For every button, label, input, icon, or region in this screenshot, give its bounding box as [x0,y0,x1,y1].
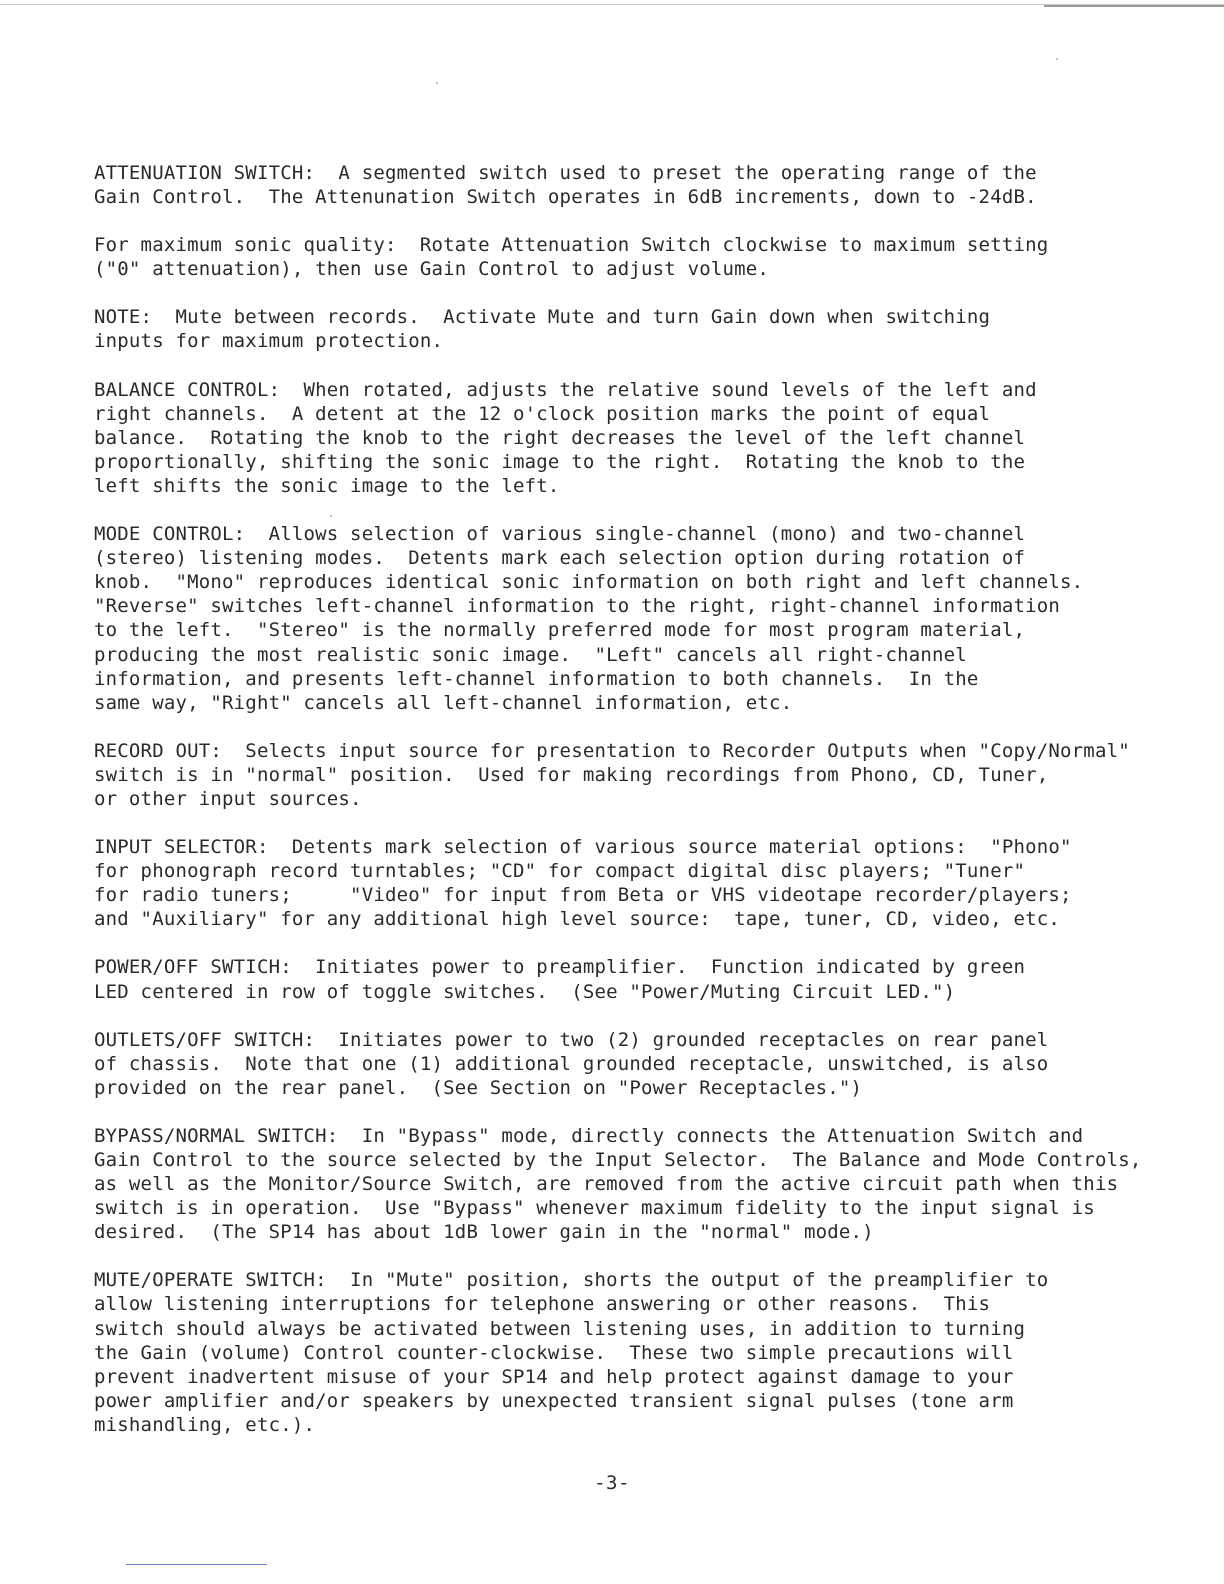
paragraph-outlets-off-switch: OUTLETS/OFF SWITCH: Initiates power to two (2) grounded receptacles on rear panel of chassis. Note that one (1) additional grounded receptacle, unswitched, is also provided on the rear panel. (See Section on "Power Receptacles.") [94,1028,1049,1099]
paragraph-record-out: RECORD OUT: Selects input source for presentation to Recorder Outputs when "Copy/Normal" switch is in "normal" position. Used for making recordings from Phono, CD, Tuner, or other input sources. [94,739,1130,810]
bottom-scan-mark [126,1564,267,1565]
scan-speck [1056,58,1058,60]
paragraph-mode-control: MODE CONTROL: Allows selection of various single-channel (mono) and two-channel (stereo) listening modes. Detents mark each selection option during rotation of knob. "Mono" reproduces identical sonic information on both right and left channels. "Reverse" switches left-channel information to the right, right-channel information to the left. "Stereo" is the normally preferred mode for most program material, producing the most realistic sonic image. "Left" cancels all right-channel information, and presents left-channel information to both channels. In the same way, "Right" cancels all left-channel information, etc. [94,523,1084,714]
paragraph-bypass-normal-switch: BYPASS/NORMAL SWITCH: In "Bypass" mode, directly connects the Attenuation Switch and Gain Control to the source selected by the Input Selector. The Balance and Mode Controls, as well as the Monitor/Source Switch, are removed from the active circuit path when this switch is in operation. Use "Bypass" whenever maximum fidelity to the input signal is desired. (The SP14 has about 1dB lower gain in the "normal" mode.) [94,1124,1142,1244]
top-scan-rule-dark [1044,5,1224,7]
page-number: -3- [594,1472,630,1494]
paragraph-note: NOTE: Mute between records. Activate Mute and turn Gain down when switching inputs for maximum protection. [94,306,991,353]
scan-speck [436,82,438,84]
paragraph-sonic-quality: For maximum sonic quality: Rotate Attenuation Switch clockwise to maximum setting ("0" attenuation), then use Gain Control to adjust volume. [94,234,1049,281]
paragraph-attenuation-switch: ATTENUATION SWITCH: A segmented switch used to preset the operating range of the Gain Control. The Attenunation Switch operates in 6dB increments, down to -24dB. [94,162,1037,209]
paragraph-mute-operate-switch: MUTE/OPERATE SWITCH: In "Mute" position, shorts the output of the preamplifier to allow listening interruptions for telephone answering or other reasons. This switch should always be activated between listening uses, in addition to turning the Gain (volume) Control counter-clockwise. These two simple precautions will prevent inadvertent misuse of your SP14 and help protect against damage to your power amplifier and/or speakers by unexpected transient signal pulses (tone arm mishandling, etc.). [94,1269,1049,1436]
document-body [94,161,1204,1461]
top-scan-rule [0,4,1224,5]
paragraph-power-off-switch: POWER/OFF SWTICH: Initiates power to preamplifier. Function indicated by green LED centered in row of toggle switches. (See "Power/Muting Circuit LED.") [94,956,1026,1003]
paragraph-balance-control: BALANCE CONTROL: When rotated, adjusts the relative sound levels of the left and right channels. A detent at the 12 o'clock position marks the point of equal balance. Rotating the knob to the right decreases the level of the left channel proportionally, shifting the sonic image to the right. Rotating the knob to the left shifts the sonic image to the left. [94,378,1037,497]
paragraph-input-selector: INPUT SELECTOR: Detents mark selection of various source material options: "Phono" for phonograph record turntables; "CD" for compact digital disc players; "Tuner" for radio tuners; "Video" for input from Beta or VHS videotape recorder/players; and "Auxiliary" for any additional high level source: tape, tuner, CD, video, etc. [94,836,1072,931]
